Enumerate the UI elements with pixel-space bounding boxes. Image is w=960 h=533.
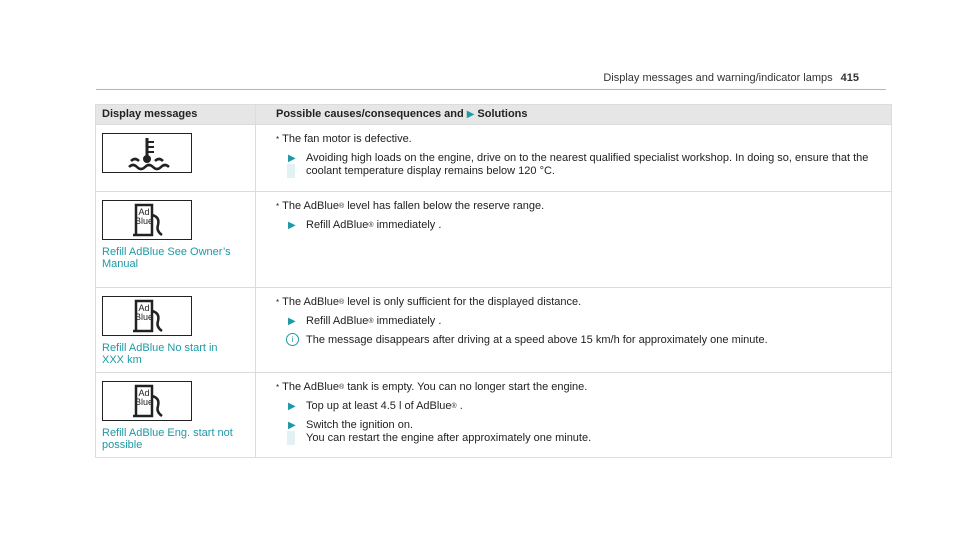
table-header-row xyxy=(96,105,892,125)
registered-mark: ® xyxy=(368,318,374,325)
solution-item: ▶ Top up at least 4.5 l of AdBlue® . xyxy=(288,400,463,412)
adblue-icon xyxy=(102,381,192,421)
note-item: i The message disappears after driving at a speed above 15 km/h for approximately one minute. xyxy=(276,334,885,347)
step-marker xyxy=(287,431,295,445)
display-message-cell xyxy=(96,373,256,458)
table-row xyxy=(96,373,892,458)
solutions-header-text: Solutions xyxy=(477,108,528,120)
adblue-label-blue: Blue xyxy=(134,397,154,407)
adblue-label-ad: Ad xyxy=(138,207,150,217)
section-title: Display messages and warning/indicator lamps xyxy=(603,72,833,84)
causes-header-text: Possible causes/consequences and xyxy=(276,108,464,120)
registered-mark: ® xyxy=(339,384,345,391)
arrow-right-icon: ▶ xyxy=(288,153,296,164)
adblue-label-ad: Ad xyxy=(138,303,150,313)
causes-cell xyxy=(256,125,892,192)
info-icon: i xyxy=(286,333,299,346)
registered-mark: ® xyxy=(451,403,457,410)
asterisk: * xyxy=(276,383,280,392)
asterisk: * xyxy=(276,135,280,144)
registered-mark: ® xyxy=(368,222,374,229)
step-marker xyxy=(287,164,295,178)
display-messages-table xyxy=(95,104,892,458)
adblue-icon xyxy=(102,200,192,240)
table-row xyxy=(96,125,892,192)
cause-text: * The AdBlue® level has fallen below the reserve range. xyxy=(276,200,545,212)
col-causes-header xyxy=(256,105,892,125)
display-message-caption: Refill AdBlue See Owner’s Manual xyxy=(102,246,231,270)
page-header xyxy=(603,72,859,84)
registered-mark: ® xyxy=(339,299,345,306)
header-rule xyxy=(96,89,886,90)
display-message-cell xyxy=(96,192,256,288)
arrow-right-icon: ▶ xyxy=(288,220,296,231)
registered-mark: ® xyxy=(339,203,345,210)
cause-text: * The AdBlue® tank is empty. You can no longer start the engine. xyxy=(276,381,588,393)
causes-cell xyxy=(256,192,892,288)
display-message-caption: Refill AdBlue Eng. start not possible xyxy=(102,427,233,451)
solution-item: ▶ Refill AdBlue® immediately . xyxy=(288,219,442,231)
display-message-cell xyxy=(96,288,256,373)
asterisk: * xyxy=(276,298,280,307)
adblue-icon xyxy=(102,296,192,336)
coolant-temperature-icon xyxy=(102,133,192,173)
adblue-label-blue: Blue xyxy=(134,216,154,226)
adblue-label-blue: Blue xyxy=(134,312,154,322)
cause-text: * The AdBlue® level is only sufficient for the displayed distance. xyxy=(276,296,582,308)
cause-text: * The fan motor is defective. xyxy=(276,133,412,145)
arrow-right-icon: ▶ xyxy=(466,109,475,120)
display-message-cell xyxy=(96,125,256,192)
col-display-messages-header: Display messages xyxy=(96,105,256,125)
table-row xyxy=(96,288,892,373)
arrow-right-icon: ▶ xyxy=(288,316,296,327)
table-row xyxy=(96,192,892,288)
arrow-right-icon: ▶ xyxy=(288,420,296,431)
page-number: 415 xyxy=(840,72,859,84)
causes-cell xyxy=(256,373,892,458)
solution-item: ▶ Refill AdBlue® immediately . xyxy=(288,315,442,327)
display-message-caption: Refill AdBlue No start in XXX km xyxy=(102,342,218,366)
arrow-right-icon: ▶ xyxy=(288,401,296,412)
causes-cell xyxy=(256,288,892,373)
solution-item: ▶ Avoiding high loads on the engine, drive on to the nearest qualified specialist workshop. In doing so, ensure that the coolant temperature display remains below 120 °C. xyxy=(288,152,869,177)
adblue-label-ad: Ad xyxy=(138,388,150,398)
asterisk: * xyxy=(276,202,280,211)
solution-item: ▶ Switch the ignition on. You can restart the engine after approximately one minute. xyxy=(288,419,592,444)
